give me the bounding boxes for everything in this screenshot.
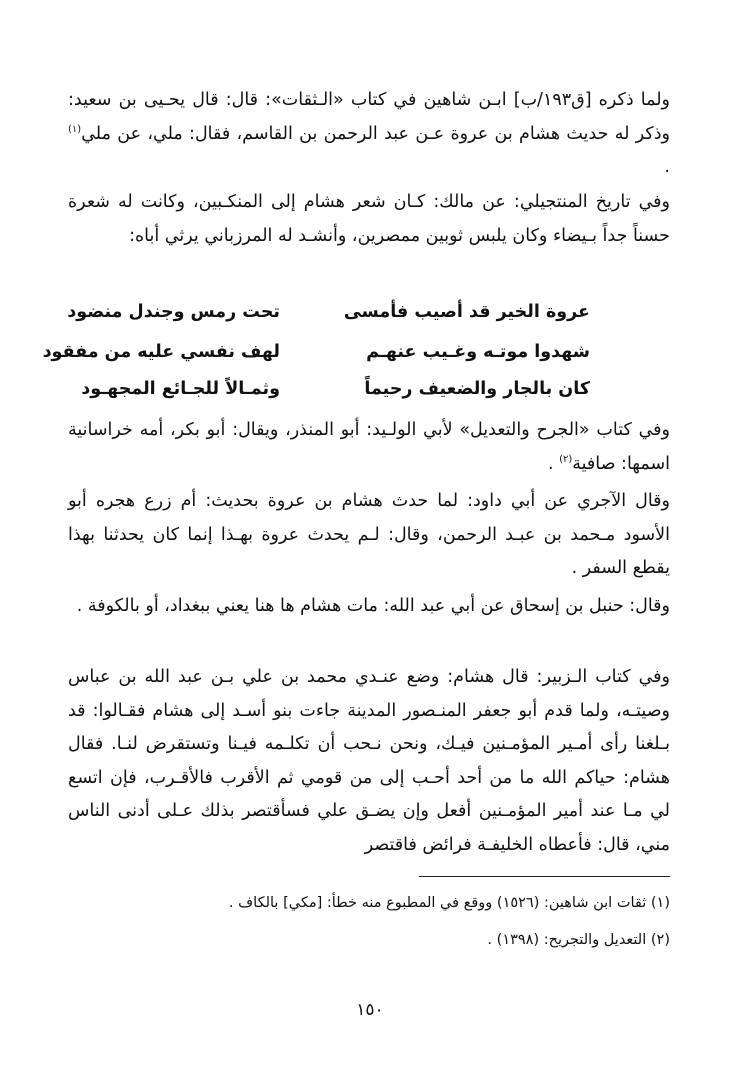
page-number: ١٥٠	[356, 1000, 384, 1020]
paragraph-text: وقال الآجري عن أبي داود: لما حدث هشام بن عروة بحديث: أم زرع هجره أبو الأسود مـحمد بن عبـد الرحمن، وقال: لـم يحدث عروة بهـذا إنما كان يحدثنا بهذا يقطع السفر .	[68, 491, 670, 578]
paragraph-text: وفي كتاب «الجرح والتعديل» لأبي الولـيد: أبو المنذر، ويقال: أبو بكر، أمه خراسانية اسمها: صافية	[68, 420, 670, 474]
verse-line	[68, 372, 670, 406]
paragraph-text: وفي تاريخ المنتجيلي: عن مالك: كـان شعر هشام إلى المنكـبين، وكانت له شعرة حسناً جداً بـيضاء وكان يلبس ثوبين ممصرين، وأنشـد له المرزباني يرثي أباه:	[68, 192, 670, 246]
paragraph-ajurri	[68, 485, 670, 586]
verse-first-hemistich: عروة الخير قد أصيب فأمسى	[343, 302, 590, 322]
verse-second-hemistich: تحت رمس وجندل منضود	[67, 302, 280, 322]
paragraph-tail: .	[664, 157, 670, 177]
footnote-marker-1: (١)	[68, 123, 82, 135]
paragraph-jarh-tadil	[68, 414, 670, 481]
verse-first-hemistich: كان بالجار والضعيف رحيماً	[364, 379, 590, 399]
footnote-marker-2: (٢)	[559, 453, 573, 465]
verse-line	[42, 335, 670, 369]
paragraph-text: وفي كتاب الـزبير: قال هشام: وضع عنـدي محمد بن علي بـن عبد الله بن عباس وصيتـه، ولما قدم أبو جعفر المنـصور المدينة جاءت بنو أسـد إلى هشام فقـالوا: قد بـلغنا رأى أمـير المؤمـنين فيـك، ونحن نـحب أن تكلـمه فيـنا وتستقرض لنـا. فقال هشام: حياكم الله ما من أحد أحـب إلى من قومي ثم الأقرب فالأقـرب، فإن اتسع لي مـا عند أمير المؤمـنين أفعل وإن يضـق علي فسأقتصر بذلك عـلى أدنى الناس مني، قال: فأعطاه الخليفـة فرائض فاقتصر	[68, 667, 670, 855]
paragraph-text: ولما ذكره [ق١٩٣/ب] ابـن شاهين في كتاب «الـثقات»: قال: قال يحـيى بن سعيد: وذكر له حديث هشام بن عروة عـن عبد الرحمن بن القاسم، فقال: ملي، عن ملي	[68, 90, 670, 144]
verse-first-hemistich: شهدوا موتـه وغـيب عنهـم	[366, 342, 590, 362]
paragraph-ibn-shahin	[68, 84, 670, 185]
paragraph-muntajili	[68, 186, 670, 253]
paragraph-hanbal	[68, 590, 670, 624]
paragraph-zubayr	[68, 661, 670, 862]
verse-second-hemistich: لهف نفسي عليه من مفقود	[42, 342, 280, 362]
footnote-1: (١) ثقات ابن شاهين: (١٥٢٦) ووقع في المطبوع منه خطأ: [مكي] بالكاف .	[228, 895, 670, 911]
footnote-2: (٢) التعديل والتجريح: (١٣٩٨) .	[487, 932, 670, 948]
footnote-separator	[419, 876, 670, 877]
verse-line	[68, 295, 670, 329]
verse-second-hemistich: وثمـالاً للجـائع المجهـود	[81, 379, 280, 399]
paragraph-text: وقال: حنبل بن إسحاق عن أبي عبد الله: مات هشام ها هنا يعني ببغداد، أو بالكوفة .	[76, 596, 670, 616]
paragraph-tail: .	[547, 453, 560, 474]
